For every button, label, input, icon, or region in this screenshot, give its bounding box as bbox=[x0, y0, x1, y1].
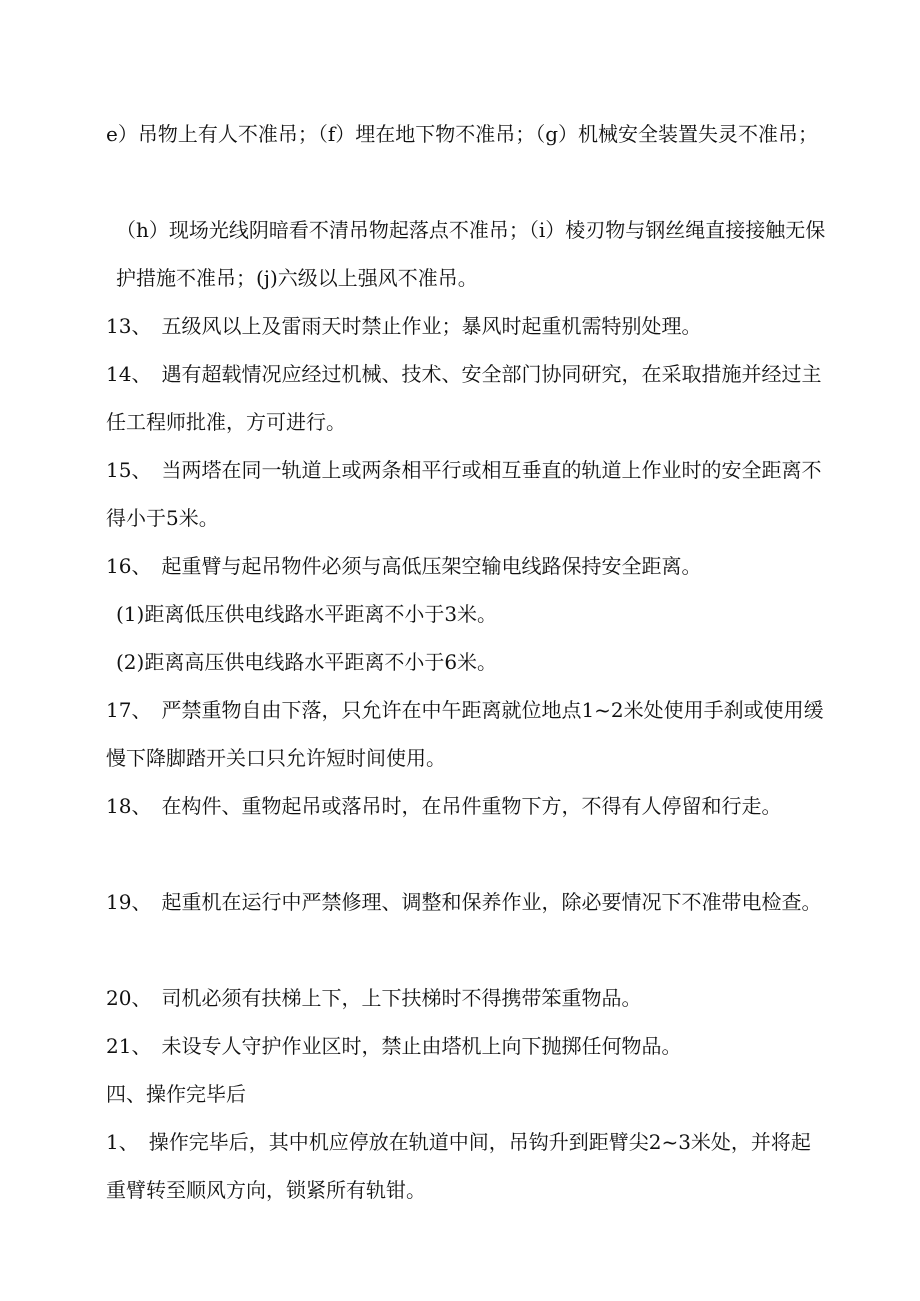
paragraph-item-16-2: (2)距离高压供电线路水平距离不小于6米。 bbox=[116, 650, 498, 674]
paragraph-item-20: 20、 司机必须有扶梯上下，上下扶梯时不得携带笨重物品。 bbox=[106, 986, 642, 1010]
paragraph-item-18: 18、 在构件、重物起吊或落吊时，在吊件重物下方，不得有人停留和行走。 bbox=[106, 794, 782, 818]
paragraph-h-to-j: （h）现场光线阴暗看不清吊物起落点不准吊；（i）棱刃物与钢丝绳直接接触无保护措施不准吊；(j)六级以上强风不准吊。 bbox=[116, 218, 826, 290]
paragraph-item-19: 19、 起重机在运行中严禁修理、调整和保养作业，除必要情况下不准带电检查。 bbox=[106, 890, 822, 914]
paragraph-section-4-item-1: 1、 操作完毕后，其中机应停放在轨道中间，吊钩升到距臂尖2~3米处，并将起重臂转至顺风方向，锁紧所有轨钳。 bbox=[106, 1130, 811, 1202]
paragraph-item-21: 21、 未设专人守护作业区时，禁止由塔机上向下抛掷任何物品。 bbox=[106, 1034, 682, 1058]
paragraph-item-15: 15、 当两塔在同一轨道上或两条相平行或相互垂直的轨道上作业时的安全距离不得小于5米。 bbox=[106, 458, 822, 530]
paragraph-item-14: 14、 遇有超载情况应经过机械、技术、安全部门协同研究，在采取措施并经过主任工程师批准，方可进行。 bbox=[106, 362, 822, 434]
paragraph-item-16: 16、 起重臂与起吊物件必须与高低压架空输电线路保持安全距离。 bbox=[106, 554, 702, 578]
paragraph-e-to-g: e）吊物上有人不准吊；（f）埋在地下物不准吊；（g）机械安全装置失灵不准吊； bbox=[106, 122, 819, 146]
paragraph-item-16-1: (1)距离低压供电线路水平距离不小于3米。 bbox=[116, 602, 498, 626]
paragraph-item-13: 13、 五级风以上及雷雨天时禁止作业；暴风时起重机需特别处理。 bbox=[106, 314, 702, 338]
section-heading-after-operation: 四、操作完毕后 bbox=[106, 1082, 246, 1106]
paragraph-item-17: 17、 严禁重物自由下落，只允许在中午距离就位地点1~2米处使用手刹或使用缓慢下降脚踏开关口只允许短时间使用。 bbox=[106, 698, 824, 770]
